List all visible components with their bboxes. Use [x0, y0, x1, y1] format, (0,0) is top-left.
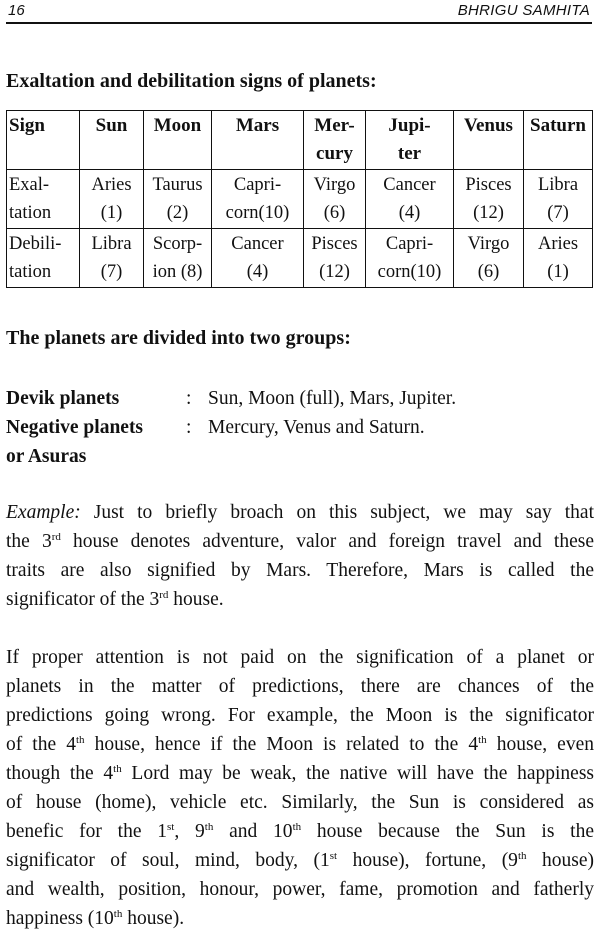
header-line: Moon	[153, 115, 202, 136]
table-row	[7, 170, 593, 229]
text-line	[6, 701, 594, 730]
cell-line: Cancer	[231, 234, 284, 254]
group-planets: Sun, Moon (full), Mars, Jupiter.	[208, 388, 457, 409]
table-cell	[80, 229, 144, 288]
table-cell	[144, 170, 212, 229]
cell-line: (7)	[100, 262, 123, 282]
header-line: Sign	[9, 115, 45, 136]
text-line	[6, 498, 594, 527]
line-text: of house (home), vehicle etc. Similarly, the Sun is considered as	[6, 792, 594, 813]
signification-paragraph	[6, 643, 594, 933]
cell-line: (1)	[547, 262, 569, 282]
cell-line: Aries	[537, 234, 579, 254]
planet-group-row	[6, 413, 596, 442]
line-text: house, hence if the Moon is related to the 4	[84, 734, 479, 755]
planet-group-row	[6, 384, 596, 413]
header-line: cury	[316, 143, 353, 164]
cell-line: Libra	[537, 175, 579, 195]
cell-line: Debili-	[9, 234, 62, 254]
line-text: , 9	[174, 821, 205, 842]
line-text: Lord may be weak, the native will have the happiness	[121, 763, 594, 784]
cell-line: tation	[9, 262, 52, 282]
cell-line: (4)	[398, 203, 421, 223]
table-cell	[144, 229, 212, 288]
line-text: significator of the 3	[6, 589, 160, 610]
example-paragraph	[6, 498, 594, 614]
line-text: predictions going wrong. For example, the Moon is the significator	[6, 705, 594, 726]
line-text: benefic for the 1	[6, 821, 168, 842]
table-cell	[454, 229, 524, 288]
group-planets: Mercury, Venus and Saturn.	[208, 417, 425, 438]
table-header-cell	[80, 111, 144, 170]
superscript: th	[292, 821, 302, 833]
cell-line: (1)	[100, 203, 123, 223]
table-cell	[366, 229, 454, 288]
cell-line: Libra	[91, 234, 132, 254]
line-text: traits are also signified by Mars. Therefore, Mars is called the	[6, 560, 594, 581]
planet-groups-list	[6, 384, 596, 471]
table-header-row	[7, 111, 593, 170]
group-name: Devik planets	[6, 388, 120, 409]
line-text: house), fortune, (9	[337, 850, 518, 871]
cell-line: (6)	[477, 262, 500, 282]
page-number: 16	[8, 2, 25, 19]
exaltation-section-title: Exaltation and debilitation signs of planets:	[6, 70, 377, 92]
cell-line: tation	[9, 203, 52, 223]
table-header-cell	[144, 111, 212, 170]
superscript: th	[75, 734, 85, 746]
cell-line: Pisces	[465, 175, 512, 195]
header-line: ter	[397, 143, 422, 164]
table-header-cell	[212, 111, 304, 170]
header-line: Saturn	[530, 115, 586, 136]
header-line: Venus	[464, 115, 513, 136]
superscript: st	[329, 850, 338, 862]
text-line	[6, 730, 594, 759]
line-text: happiness (10	[6, 908, 114, 929]
line-text: house.	[168, 589, 224, 610]
table-cell	[454, 170, 524, 229]
line-text: and wealth, position, honour, power, fame, promotion and fatherly	[6, 879, 594, 900]
table-cell	[212, 170, 304, 229]
table-cell	[524, 170, 593, 229]
table-cell	[524, 229, 593, 288]
group-colon: :	[186, 388, 192, 409]
table-cell	[7, 229, 80, 288]
table-cell	[80, 170, 144, 229]
line-text: and 10	[213, 821, 293, 842]
superscript: th	[478, 734, 487, 746]
table-cell	[366, 170, 454, 229]
cell-line: Capri-	[233, 175, 282, 195]
line-text: house)	[526, 850, 594, 871]
line-text: house denotes adventure, valor and foreign travel and these	[60, 531, 594, 552]
superscript: th	[113, 763, 122, 775]
group-name: or Asuras	[6, 446, 87, 467]
table-header-cell	[366, 111, 454, 170]
text-line	[6, 904, 594, 933]
superscript: rd	[51, 531, 61, 543]
italic-label: Example:	[6, 502, 81, 523]
text-line	[6, 759, 594, 788]
table-header-cell	[524, 111, 593, 170]
cell-line: corn(10)	[377, 262, 442, 282]
superscript: rd	[159, 589, 169, 601]
header-line: Sun	[95, 115, 128, 136]
line-text: If proper attention is not paid on the signification of a planet or	[6, 647, 594, 668]
table-header-cell	[304, 111, 366, 170]
line-text: house, even	[486, 734, 594, 755]
cell-line: Cancer	[383, 175, 436, 195]
cell-line: ion (8)	[152, 262, 203, 282]
superscript: st	[167, 821, 175, 833]
book-title: BHRIGU SAMHITA	[457, 2, 590, 19]
line-text: though the 4	[6, 763, 114, 784]
line-text: planets in the matter of predictions, there are chances of the	[6, 676, 594, 697]
planet-group-row	[6, 442, 596, 471]
table-cell	[304, 229, 366, 288]
text-line	[6, 875, 594, 904]
group-colon: :	[186, 417, 192, 438]
line-text: house because the Sun is the	[301, 821, 595, 842]
table-cell	[7, 170, 80, 229]
text-line	[6, 672, 594, 701]
superscript: th	[204, 821, 214, 833]
header-line: Mars	[235, 115, 280, 136]
table-cell	[304, 170, 366, 229]
text-line	[6, 643, 594, 672]
table-row	[7, 229, 593, 288]
superscript: th	[517, 850, 527, 862]
text-line	[6, 556, 594, 585]
cell-line: (2)	[166, 203, 189, 223]
line-text: significator of soul, mind, body, (1	[6, 850, 330, 871]
cell-line: Virgo	[313, 175, 356, 195]
table-cell	[212, 229, 304, 288]
table-header-cell	[7, 111, 80, 170]
cell-line: (12)	[473, 203, 504, 223]
cell-line: Scorp-	[152, 234, 203, 254]
table-header-cell	[454, 111, 524, 170]
cell-line: (4)	[246, 262, 269, 282]
text-line	[6, 788, 594, 817]
line-text: of the 4	[6, 734, 76, 755]
header-line: Mer-	[314, 115, 355, 136]
text-line	[6, 585, 594, 614]
cell-line: Taurus	[152, 175, 203, 195]
cell-line: (7)	[547, 203, 569, 223]
header-line: Jupi-	[388, 115, 431, 136]
exaltation-debilitation-table	[6, 110, 593, 288]
cell-line: Exal-	[9, 175, 50, 195]
cell-line: Virgo	[467, 234, 510, 254]
cell-line: Pisces	[311, 234, 358, 254]
cell-line: corn(10)	[225, 203, 290, 223]
running-header	[6, 0, 592, 24]
cell-line: (12)	[319, 262, 350, 282]
text-line	[6, 527, 594, 556]
text-line	[6, 846, 594, 875]
group-name: Negative planets	[6, 417, 144, 438]
superscript: th	[113, 908, 123, 920]
line-text: Just to briefly broach on this subject, we may say that	[80, 502, 594, 523]
line-text: house).	[122, 908, 185, 929]
groups-section-title: The planets are divided into two groups:	[6, 327, 351, 349]
cell-line: Capri-	[385, 234, 434, 254]
cell-line: (6)	[323, 203, 346, 223]
cell-line: Aries	[91, 175, 132, 195]
text-line	[6, 817, 594, 846]
line-text: the 3	[6, 531, 52, 552]
